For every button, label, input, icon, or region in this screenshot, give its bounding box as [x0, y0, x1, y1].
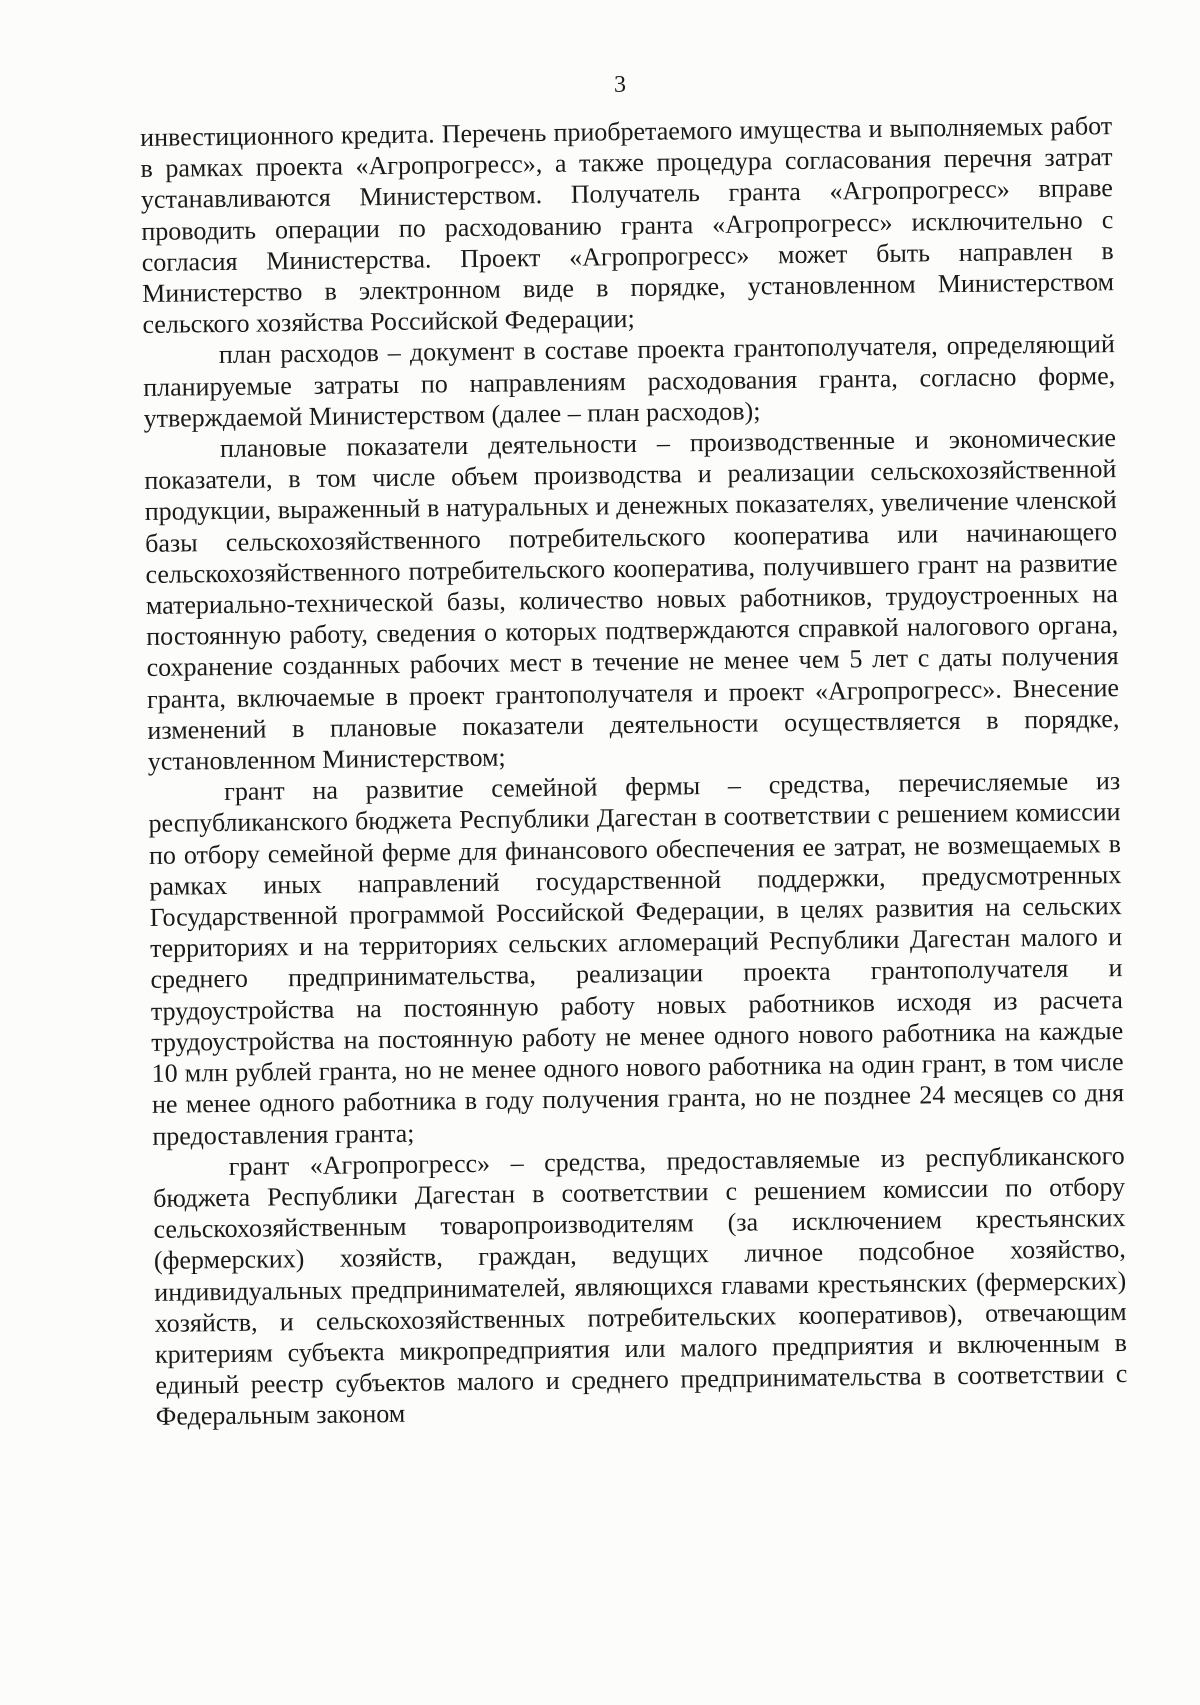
paragraph-planned-indicators: плановые показатели деятельности – производственные и экономические показатели, в том числе объем производства и реализации сельскохозяйственной продукции, выраженный в натуральных и денежных показателях, увеличение членской базы сельскохозяйственного потребительского кооператива или начинающего сельскохозяйственного потребительского кооператива, получившего грант на развитие материально-технической базы, количество новых работников, трудоустроенных на постоянную работу, сведения о которых подтверждаются справкой налогового органа, сохранение созданных рабочих мест в течение не менее чем 5 лет с даты получения гранта, включаемые в проект грантополучателя и проект «Агропрогресс». Внесение изменений в плановые показатели деятельности осуществляется в порядке, установленном Министерством;: [144, 423, 1120, 777]
paragraph-expense-plan: план расходов – документ в составе проекта грантополучателя, определяющий планируемые затраты по направлениям расходования гранта, согласно форме, утверждаемой Министерством (далее – план расходов);: [143, 329, 1116, 433]
paragraph-investment-credit: инвестиционного кредита. Перечень приобретаемого имущества и выполняемых работ в рамках проекта «Агропрогресс», а также процедура согласования перечня затрат устанавливаются Министерством. Получатель гранта «Агропрогресс» вправе проводить операции по расходованию гранта «Агропрогресс» исключительно с согласия Министерства. Проект «Агропрогресс» может быть направлен в Министерство в электронном виде в порядке, установленном Министерством сельского хозяйства Российской Федерации;: [140, 111, 1115, 340]
page-number: 3: [614, 72, 626, 98]
paragraph-agroprogress-grant: грант «Агропрогресс» – средства, предоставляемые из республиканского бюджета Республики Дагестан в соответствии с решением комиссии по отбору сельскохозяйственным товаропроизводителям (за исключением крестьянских (фермерских) хозяйств, граждан, ведущих личное подсобное хозяйство, индивидуальных предпринимателей, являющихся главами крестьянских (фермерских) хозяйств, и сельскохозяйственных потребительских кооперативов), отвечающим критериям субъекта микропредприятия или малого предприятия и включенным в единый реестр субъектов малого и среднего предпринимательства в соответствии с Федеральным законом: [152, 1140, 1128, 1432]
document-body: [140, 110, 1128, 1432]
paragraph-family-farm-grant: грант на развитие семейной фермы – средства, перечисляемые из республиканского бюджета Республики Дагестан в соответствии с решением комиссии по отбору семейной ферме для финансового обеспечения ее затрат, не возмещаемых в рамках иных направлений государственной поддержки, предусмотренных Государственной программой Российской Федерации, в целях развития на сельских территориях и на территориях сельских агломераций Республики Дагестан малого и среднего предпринимательства, реализации проекта грантополучателя и трудоустройства на постоянную работу новых работников исходя из расчета трудоустройства на постоянную работу не менее одного нового работника на каждые 10 млн рублей гранта, но не менее одного нового работника на один грант, в том числе не менее одного работника в году получения гранта, но не позднее 24 месяцев со дня предоставления гранта;: [148, 766, 1125, 1151]
